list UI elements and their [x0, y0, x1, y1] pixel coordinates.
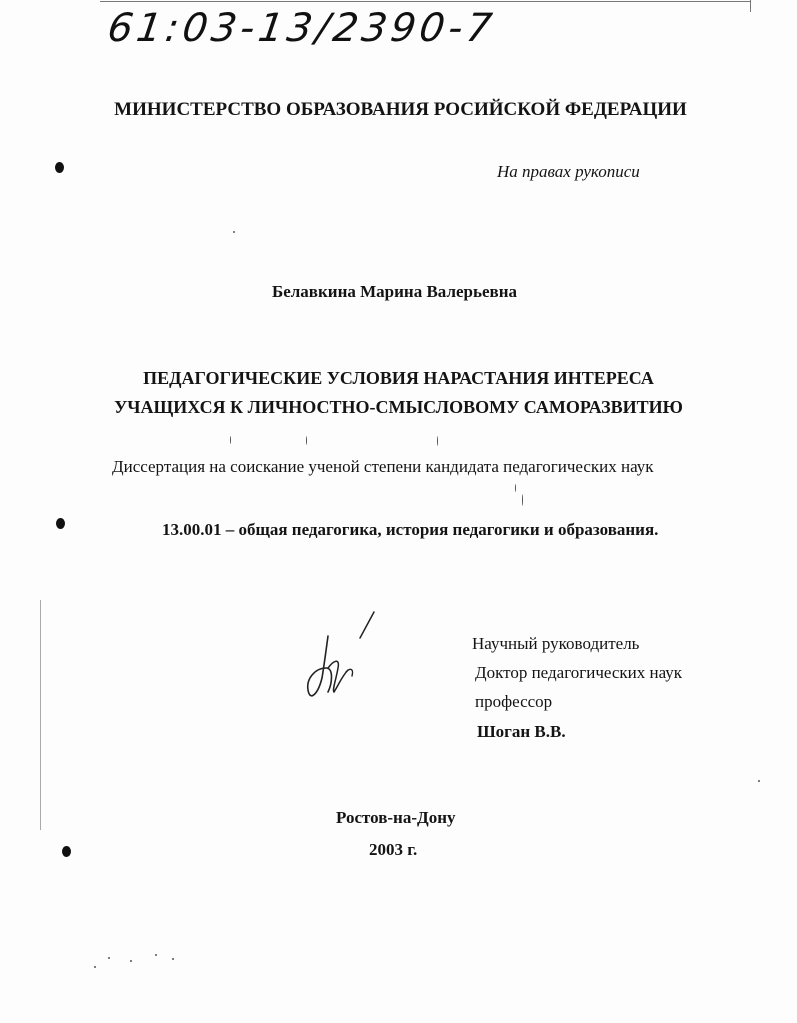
scan-speck — [108, 957, 110, 959]
scan-speck — [230, 436, 231, 444]
rights-note: На правах рукописи — [497, 162, 640, 181]
signature-mark — [298, 606, 388, 706]
scan-speck — [758, 780, 760, 782]
publication-year: 2003 г. — [369, 840, 418, 859]
ministry-heading: МИНИСТЕРСТВО ОБРАЗОВАНИЯ РОСИЙСКОЙ ФЕДЕРАЦИИ — [114, 99, 687, 120]
archive-code: 61:03-13/2390-7 — [104, 6, 499, 51]
scan-edge-left — [40, 600, 41, 830]
scan-speck — [94, 966, 96, 968]
advisor-rank: профессор — [475, 692, 553, 711]
punch-hole-1 — [55, 162, 64, 173]
scan-speck — [522, 494, 523, 506]
degree-statement: Диссертация на соискание ученой степени кандидата педагогических наук — [112, 457, 654, 476]
thesis-title-line-2: УЧАЩИХСЯ К ЛИЧНОСТНО-СМЫСЛОВОМУ САМОРАЗВИТИЮ — [114, 397, 683, 417]
scan-edge-top — [100, 1, 750, 2]
punch-hole-2 — [56, 518, 65, 529]
advisor-degree: Доктор педагогических наук — [475, 663, 683, 682]
specialty-code: 13.00.01 – общая педагогика, история педагогики и образования. — [162, 520, 659, 539]
scan-speck — [306, 436, 307, 445]
advisor-label: Научный руководитель — [472, 634, 640, 653]
author-name: Белавкина Марина Валерьевна — [271, 282, 517, 301]
publication-city: Ростов-на-Дону — [336, 808, 456, 827]
scan-speck — [130, 960, 132, 962]
scan-speck — [172, 958, 174, 960]
advisor-name: Шоган В.В. — [477, 722, 566, 741]
scan-edge-right — [750, 0, 751, 12]
scan-speck — [515, 484, 516, 492]
scan-speck — [155, 954, 157, 956]
thesis-title-line-1: ПЕДАГОГИЧЕСКИЕ УСЛОВИЯ НАРАСТАНИЯ ИНТЕРЕСА — [143, 368, 654, 388]
scan-speck — [437, 436, 438, 446]
punch-hole-3 — [62, 846, 71, 857]
scan-speck — [233, 231, 235, 233]
